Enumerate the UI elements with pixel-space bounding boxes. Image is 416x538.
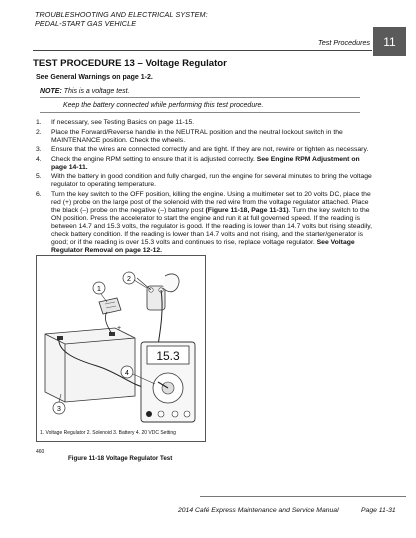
note-keep-battery: Keep the battery connected while performing this test procedure. bbox=[63, 102, 264, 109]
header-line-1: TROUBLESHOOTING AND ELECTRICAL SYSTEM: bbox=[35, 10, 208, 19]
step-text bbox=[51, 146, 376, 154]
step-reference: See Engine RPM Adjustment on page 14-11. bbox=[51, 155, 360, 171]
voltage-regulator-drawing bbox=[99, 298, 121, 314]
footer-manual: 2014 Café Express Maintenance and Service Manual bbox=[178, 507, 339, 514]
step-text-part: Check the engine RPM setting to ensure that it is adjusted correctly. bbox=[51, 155, 257, 163]
callout-label: 3 bbox=[57, 406, 61, 413]
step-text bbox=[51, 156, 376, 172]
solenoid-drawing bbox=[137, 274, 179, 310]
callout-label: 4 bbox=[125, 370, 129, 377]
step-text bbox=[51, 191, 376, 255]
footer-rule bbox=[200, 496, 406, 497]
figure-frame bbox=[36, 255, 206, 442]
page-title: TEST PROCEDURE 13 – Voltage Regulator bbox=[33, 58, 227, 69]
multimeter-drawing bbox=[141, 342, 195, 422]
running-header bbox=[35, 11, 208, 28]
step-number: 6. bbox=[36, 190, 42, 198]
step-reference: See Voltage Regulator Removal on page 12-12. bbox=[51, 238, 355, 254]
header-rule bbox=[33, 50, 372, 51]
meter-display: 15.3 bbox=[156, 349, 180, 363]
step-text-part: Turn the key switch to the OFF position, killing the engine. Using a multimeter set to 20 volts DC, place the red (+) probe on the large post of the solenoid with the red wire from the voltage regulator attached. Place the black (–) probe on the negative (–) battery post bbox=[51, 190, 371, 214]
step-text-part: . Turn the key switch to the ON position. Press the accelerator to start the engine and run it at full governed speed. If the reading is between 14.7 and 15.3 volts, the regulator is good. If the reading is lower than 14.7 volts but rising steadily, check battery condition. If the reading is lower than 14.7 volts and not rising, and the starter/generator is good; or if the reading is over 15.3 volts and continues to rise, replace voltage regulator. bbox=[51, 206, 373, 246]
note bbox=[40, 88, 129, 95]
procedure-steps bbox=[36, 119, 376, 257]
step-1 bbox=[36, 119, 376, 127]
step-text-part: Ensure that the wires are connected correctly and are tight. If they are not, rewire or tighten as necessary. bbox=[51, 146, 369, 154]
step-text bbox=[51, 173, 376, 189]
callout-1 bbox=[93, 282, 107, 302]
step-4 bbox=[36, 156, 376, 172]
step-text bbox=[51, 129, 376, 145]
general-warnings: See General Warnings on page 1-2. bbox=[36, 74, 153, 81]
step-number: 1. bbox=[36, 119, 42, 126]
chapter-tab: 11 bbox=[373, 27, 406, 56]
callout-2 bbox=[123, 272, 147, 288]
step-text-part: If necessary, see Testing Basics on page 11-15. bbox=[51, 119, 195, 126]
header-line-2: PEDAL-START GAS VEHICLE bbox=[35, 18, 137, 28]
note-rule-bottom bbox=[40, 112, 360, 113]
step-reference: (Figure 11-18, Page 11-31) bbox=[205, 206, 289, 214]
step-5 bbox=[36, 173, 376, 189]
note-text: This is a voltage test. bbox=[61, 88, 130, 95]
step-number: 5. bbox=[36, 173, 42, 181]
step-3 bbox=[36, 146, 376, 154]
figure-id: 460 bbox=[36, 449, 45, 455]
step-number: 2. bbox=[36, 128, 42, 136]
step-text-part: Place the Forward/Reverse handle in the NEUTRAL position and the neutral lockout switch in the MAINTENANCE position. Check the wheels. bbox=[51, 128, 343, 144]
figure-title: Figure 11-18 Voltage Regulator Test bbox=[68, 455, 173, 462]
step-text bbox=[51, 119, 376, 127]
step-text-part: With the battery in good condition and fully charged, run the engine for several minutes to bring the voltage regulator to operating temperature. bbox=[51, 173, 372, 189]
callout-label: 1 bbox=[97, 286, 101, 293]
callout-label: 2 bbox=[127, 276, 131, 283]
page-number: Page 11-31 bbox=[361, 507, 396, 514]
step-2 bbox=[36, 129, 376, 145]
step-number: 4. bbox=[36, 155, 42, 163]
step-number: 3. bbox=[36, 146, 42, 154]
header-section: Test Procedures bbox=[318, 38, 371, 47]
step-6 bbox=[36, 191, 376, 255]
note-rule-top bbox=[40, 97, 360, 98]
note-label: NOTE: bbox=[40, 88, 62, 95]
svg-text:+: + bbox=[117, 325, 122, 332]
voltage-regulator-test-illustration bbox=[37, 256, 205, 441]
figure-legend: 1. Voltage Regulator 2. Solenoid 3. Battery 4. 20 VDC Setting bbox=[40, 430, 176, 436]
